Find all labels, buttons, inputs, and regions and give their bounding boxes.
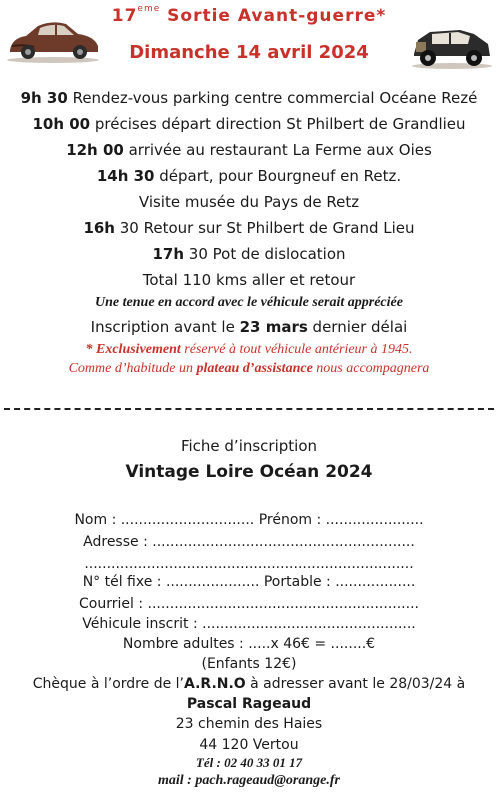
schedule-line <box>0 245 498 263</box>
title-suffix: eme <box>137 4 161 15</box>
dress-note: Une tenue en accord avec le véhicule serait appréciée <box>95 295 403 310</box>
form-heading: Fiche d’inscription <box>180 437 318 455</box>
cheque-text-end: à adresser avant le 28/03/24 à <box>245 676 466 692</box>
assistance-note <box>0 361 498 377</box>
contact-city: 44 120 Vertou <box>199 737 299 753</box>
schedule-text: départ, pour Bourgneuf en Retz. <box>154 167 402 185</box>
schedule-text: Rendez-vous parking centre commercial Océane Rezé <box>67 89 478 107</box>
contact-street: 23 chemin des Haies <box>175 716 323 732</box>
cheque-instruction <box>0 676 498 692</box>
adresse-field[interactable]: Adresse : ........................................................... <box>83 534 415 550</box>
registration-text-end: dernier délai <box>307 318 408 336</box>
schedule-line <box>0 89 498 107</box>
schedule-line <box>0 141 498 159</box>
assistance-text-end: nous accompagnera <box>312 361 430 376</box>
schedule-text: Total 110 kms aller et retour <box>142 271 356 289</box>
contact-name: Pascal Rageaud <box>186 696 312 712</box>
schedule-text: précises départ direction St Philbert de Grandlieu <box>90 115 466 133</box>
schedule-line <box>0 193 498 211</box>
title-text: Sortie Avant-guerre* <box>160 6 387 26</box>
title-number: 17 <box>111 6 138 26</box>
schedule-line <box>0 219 498 237</box>
schedule-time: 17h <box>152 245 185 263</box>
schedule-line <box>0 167 498 185</box>
schedule-text: 30 Retour sur St Philbert de Grand Lieu <box>115 219 415 237</box>
event-title <box>0 6 498 26</box>
cheque-text: Chèque à l’ordre de l’ <box>32 676 184 692</box>
association-name: A.R.N.O <box>183 676 246 692</box>
asterisk: * <box>85 342 93 357</box>
registration-deadline <box>0 318 498 336</box>
schedule-time: 9h 30 <box>20 89 68 107</box>
form-event-name: Vintage Loire Océan 2024 <box>125 462 373 482</box>
phone-field-row[interactable]: N° tél fixe : ..................... Portable : .................. <box>82 574 416 590</box>
schedule-line <box>0 115 498 133</box>
exclusive-text: réservé à tout véhicule antérieur à 1945. <box>180 342 413 357</box>
contact-phone: Tél : 02 40 33 01 17 <box>195 755 303 770</box>
schedule-line <box>0 271 498 289</box>
schedule-time: 12h 00 <box>66 141 124 159</box>
event-date: Dimanche 14 avril 2024 <box>129 42 369 63</box>
exclusive-note <box>0 342 498 358</box>
schedule-text: 30 Pot de dislocation <box>184 245 346 263</box>
schedule-time: 16h <box>83 219 115 237</box>
schedule-text: arrivée au restaurant La Ferme aux Oies <box>123 141 432 159</box>
assistance-text: Comme d’habitude un <box>68 361 197 376</box>
email-field[interactable]: Courriel : ............................................................. <box>79 596 419 612</box>
children-price: (Enfants 12€) <box>201 656 297 672</box>
assistance-bold: plateau d’assistance <box>196 361 313 376</box>
vehicle-field[interactable]: Véhicule inscrit : ................................................ <box>82 616 416 632</box>
contact-email[interactable]: mail : pach.rageaud@orange.fr <box>158 773 340 788</box>
registration-text: Inscription avant le <box>90 318 240 336</box>
schedule-text: Visite musée du Pays de Retz <box>138 193 360 211</box>
registration-date: 23 mars <box>239 318 308 336</box>
adresse-line-2[interactable]: .......................................................................... <box>84 556 414 572</box>
name-row <box>0 512 498 528</box>
schedule-time: 14h 30 <box>96 167 155 185</box>
prenom-field[interactable]: Prénom : ...................... <box>254 512 424 528</box>
exclusive-bold: Exclusivement <box>96 342 181 357</box>
nom-field[interactable]: Nom : .............................. <box>74 512 255 528</box>
adults-count-field[interactable]: Nombre adultes : .....x 46€ = ........€ <box>122 636 376 652</box>
schedule-time: 10h 00 <box>32 115 91 133</box>
cut-line-divider <box>4 408 494 410</box>
